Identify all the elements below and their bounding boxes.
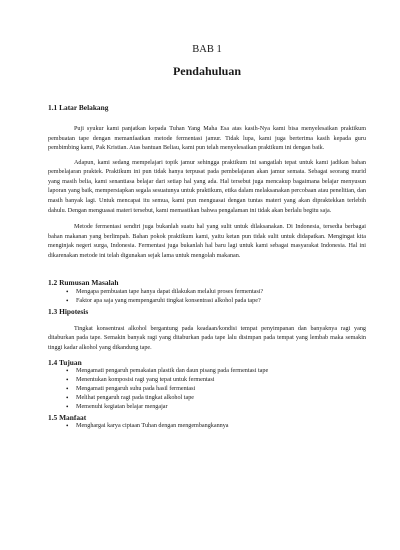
tujuan-list (48, 367, 366, 412)
manfaat-list (48, 422, 366, 431)
paragraph-latar-belakang-1: Puji syukur kami panjatkan kepada Tuhan Yang Maha Esa atas kasih-Nya kami bisa menyelesaikan praktikum pembuatan tape dengan memanfaatkan metode fermentasi jamur. Tidak lupa, kami juga berterima kasih kepada guru pembimbing kami, Pak Kristian. Atas bantuan Beliau, kami pun telah menyelesaikan praktikum ini dengan baik. (48, 126, 366, 152)
list-item: • Mengapa pembuatan tape hanya dapat dilakukan melalui proses fermentasi? (66, 288, 366, 297)
chapter-title: Pendahuluan (172, 64, 242, 78)
list-item: • Melihat pengaruh ragi pada tingkat alkohol tape (66, 394, 366, 403)
paragraph-latar-belakang-2: Adapun, kami sedang mempelajari topik jamur sehingga praktikum ini sangatlah tepat untuk kami jadikan bahan pembelajaran praktek. Praktikum ini pun tidak hanya terpusat pada pembelajaran akan jamur semata. Sebagai seorang murid yang masih belia, kami senantiasa belajar dari setiap hal yang ada. Hal tersebut juga mencakup bagaimana belajar menyusun laporan yang baik, mempersiapkan segala sesuatunya untuk praktikum, etika dalam melaksanakan percobaan atau penelitian, dan masih banyak lagi. Untuk mencapai itu semua, kami pun menguasai dengan tuntas materi yang akan dipraktekkan terlebih dahulu. Dengan menguasai materi tersebut, kami memastikan bahwa pengalaman ini tidak akan berlalu begitu saja. (48, 159, 366, 214)
section-heading-latar-belakang: 1.1 Latar Belakang (48, 103, 109, 112)
list-item: • Menghargai karya ciptaan Tuhan dengan mengembangkannya (66, 422, 366, 431)
section-heading-tujuan: 1.4 Tujuan (48, 357, 82, 367)
paragraph-latar-belakang-3: Metode fermentasi sendiri juga bukanlah suatu hal yang sulit untuk dilaksanakan. Di Indonesia, tersedia berbagai bahan makanan yang berlimpah. Bahan pokok praktikum kami, yaitu ketan pun tidak sulit untuk didapatkan. Mengingat kita menginjak negeri surga, Indonesia. Fermentasi juga bukanlah hal baru lagi untuk kami sebagai masyarakat Indonesia. Hal ini dikarenakan metode ini telah digunakan sejak lama untuk mengolah makanan. (48, 224, 366, 259)
rumusan-masalah-list (48, 288, 366, 306)
paragraph-hipotesis: Tingkat konsentrasi alkohol bergantung pada keadaan/kondisi tempat penyimpanan dan banyaknya ragi yang ditaburkan pada tape. Semakin banyak ragi yang ditaburkan pada tape lalu disimpan pada tempat yang lembab maka semakin tinggi kadar alkohol yang dikandung tape. (48, 325, 366, 351)
section-heading-hipotesis: 1.3 Hipotesis (48, 306, 89, 316)
list-item: • Mengamati pengaruh pemakaian plastik dan daun pisang pada fermentasi tape (66, 367, 366, 376)
list-item: • Faktor apa saja yang mempengaruhi tingkat konsentrasi alkohol pada tape? (66, 297, 366, 306)
section-heading-manfaat: 1.5 Manfaat (48, 413, 87, 423)
list-item: • Menentukan komposisi ragi yang tepat untuk fermentasi (66, 376, 366, 385)
section-heading-rumusan-masalah: 1.2 Rumusan Masalah (48, 278, 119, 288)
list-item: • Memenuhi kegiatan belajar mengajar (66, 403, 366, 412)
list-item: • Mengamati pengaruh suhu pada hasil fermentasi (66, 385, 366, 394)
chapter-number: BAB 1 (192, 44, 222, 55)
